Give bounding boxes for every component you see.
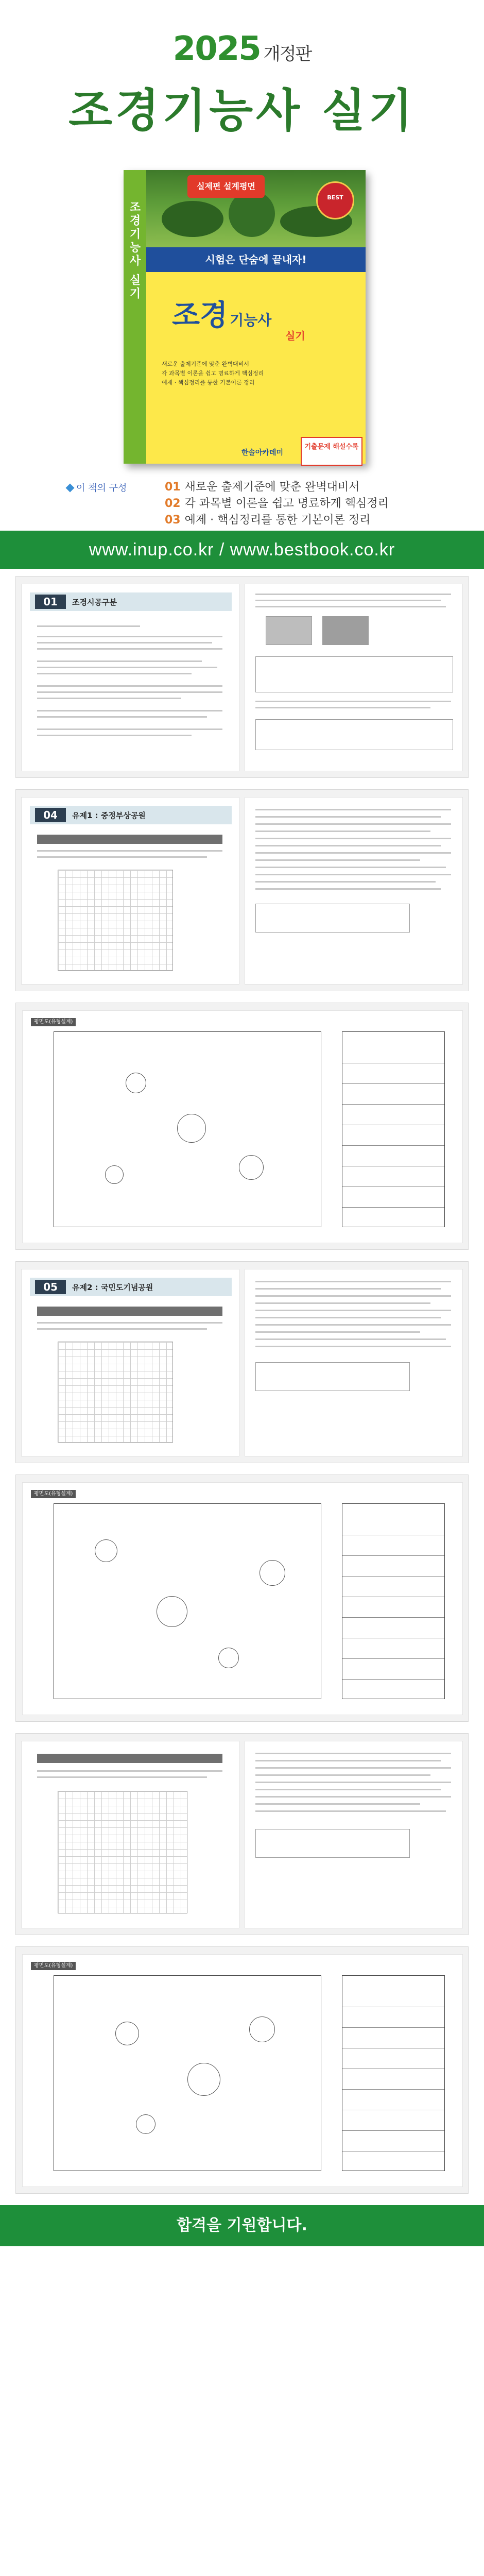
features-label-text: 이 책의 구성 xyxy=(76,483,127,494)
cover-bullets xyxy=(162,360,301,387)
cover-photo xyxy=(146,170,366,247)
diamond-icon xyxy=(66,484,75,493)
cover-banner: 시험은 단숨에 끝내자! xyxy=(146,247,366,272)
cover-bullet: 새로운 출제기준에 맞춘 완벽대비서 xyxy=(162,361,249,367)
edition-year: 2025 xyxy=(172,30,261,68)
chapter-header xyxy=(30,806,232,824)
sample-page-right xyxy=(245,797,463,985)
page-spread xyxy=(15,789,469,991)
drawing-title: 평면도(유형설계) xyxy=(31,1018,76,1026)
sample-page-right xyxy=(245,584,463,771)
plant-legend xyxy=(342,1503,445,1699)
book-spine xyxy=(124,170,146,464)
sample-page-right xyxy=(245,1741,463,1928)
book-title: 조경기능사 실기 xyxy=(68,84,416,137)
drawing-spread xyxy=(15,1003,469,1250)
drawing-spread xyxy=(15,1946,469,2194)
cover-sticker: 기출문제 해설수록 xyxy=(301,437,362,466)
page-spread xyxy=(15,576,469,778)
cover-seal: BEST xyxy=(316,181,354,219)
drawing-title: 평면도(유형설계) xyxy=(31,1490,76,1498)
section-bar xyxy=(37,1754,222,1763)
feature-number: 02 xyxy=(165,497,181,510)
site-grid-plan xyxy=(58,1791,187,1913)
sample-pages xyxy=(0,569,484,2194)
drawing-spread xyxy=(15,1475,469,1722)
feature-item xyxy=(165,512,453,529)
cover-body xyxy=(146,272,366,464)
plan-drawing xyxy=(54,1975,321,2171)
site-grid-plan xyxy=(58,870,173,971)
chapter-header xyxy=(30,592,232,611)
sample-page-left xyxy=(21,584,239,771)
website-links[interactable]: www.inup.co.kr / www.bestbook.co.kr xyxy=(0,531,484,569)
page-spread xyxy=(15,1733,469,1935)
chapter-title: 유제1 : 중정부상공원 xyxy=(72,811,146,820)
drawing-title: 평면도(유형설계) xyxy=(31,1962,76,1970)
chapter-number: 04 xyxy=(35,808,66,822)
book-spine-text: 조경기능사 실기 xyxy=(128,201,141,301)
edition-heading xyxy=(0,30,484,68)
plan-drawing xyxy=(54,1503,321,1699)
features-label xyxy=(67,480,134,497)
publisher-logo: 한솔아카데미 xyxy=(241,449,283,457)
cover-bullet: 예제 · 핵심정리를 통한 기본이론 정리 xyxy=(162,379,255,386)
sample-page-left xyxy=(21,1269,239,1456)
site-grid-plan xyxy=(58,1342,173,1443)
feature-item xyxy=(165,479,453,496)
feature-list xyxy=(165,479,453,529)
edition-label: 개정판 xyxy=(263,44,312,64)
feature-text: 새로운 출제기준에 맞춘 완벽대비서 xyxy=(184,481,360,494)
cover-badge: 실제편 설계평면 xyxy=(187,175,265,198)
closing-banner: 합격을 기원합니다. xyxy=(0,2205,484,2246)
cover-subtitle: 실기 xyxy=(285,330,305,342)
chapter-number: 05 xyxy=(35,1280,66,1294)
sample-page-left xyxy=(21,797,239,985)
cover-bullet: 각 과목별 이론을 쉽고 명료하게 핵심정리 xyxy=(162,370,264,377)
cover-title-main: 조경 xyxy=(172,299,228,332)
chapter-title: 유제2 : 국민도기념공원 xyxy=(72,1283,153,1292)
plant-legend xyxy=(342,1975,445,2171)
feature-item xyxy=(165,496,453,512)
chapter-number: 01 xyxy=(35,595,66,609)
cover-main-title xyxy=(172,293,271,334)
drawing-page xyxy=(22,1954,463,2187)
feature-text: 각 과목별 이론을 쉽고 명료하게 핵심정리 xyxy=(184,497,389,510)
section-bar xyxy=(37,835,222,844)
sample-page-left xyxy=(21,1741,239,1928)
book-cover xyxy=(124,170,366,464)
drawing-page xyxy=(22,1482,463,1715)
sample-page-right xyxy=(245,1269,463,1456)
cover-title-suffix: 기능사 xyxy=(230,312,272,329)
chapter-title: 조경시공구분 xyxy=(72,598,117,607)
feature-text: 예제 · 핵심정리를 통한 기본이론 정리 xyxy=(184,514,371,527)
chapter-header xyxy=(30,1278,232,1296)
plant-legend xyxy=(342,1031,445,1227)
section-bar xyxy=(37,1307,222,1316)
hero-section xyxy=(0,0,484,531)
drawing-page xyxy=(22,1010,463,1243)
feature-number: 03 xyxy=(165,514,181,527)
feature-number: 01 xyxy=(165,481,181,494)
page-spread xyxy=(15,1261,469,1463)
